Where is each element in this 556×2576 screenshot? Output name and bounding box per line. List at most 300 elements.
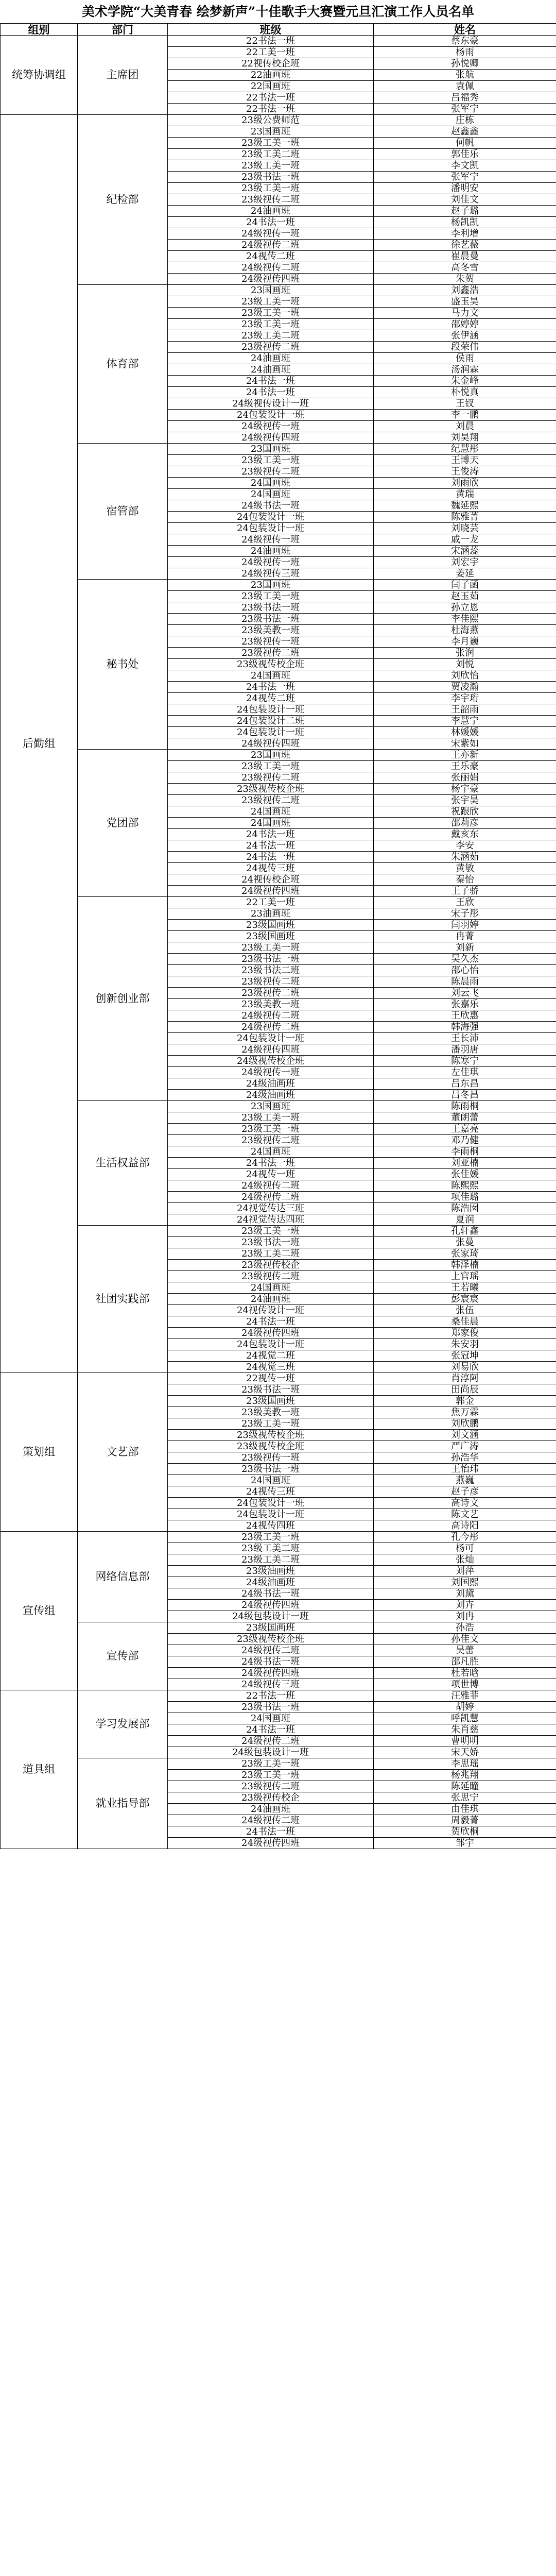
class-cell: 24级视传二班 (168, 262, 374, 274)
member-name-cell: 胡婷 (374, 1702, 556, 1713)
class-cell: 24包装设计一班 (168, 1033, 374, 1044)
member-name-cell: 黄敏 (374, 863, 556, 874)
class-cell: 24级视传四班 (168, 738, 374, 750)
header-class: 班级 (168, 24, 374, 36)
member-name-cell: 李慧宁 (374, 716, 556, 727)
group-cell: 后勤组 (1, 115, 78, 1373)
member-name-cell: 闫羽婷 (374, 920, 556, 931)
table-row (1, 1622, 556, 1634)
class-cell: 23级美教一班 (168, 999, 374, 1010)
class-cell: 23级视传二班 (168, 342, 374, 353)
class-cell: 24包装设计二班 (168, 716, 374, 727)
member-name-cell: 李雨桐 (374, 1146, 556, 1158)
class-cell: 23级工美一班 (168, 942, 374, 954)
member-name-cell: 王钗 (374, 398, 556, 410)
member-name-cell: 杜海燕 (374, 625, 556, 636)
class-cell: 23级书法一班 (168, 1237, 374, 1248)
class-cell: 24视传一班 (168, 1169, 374, 1180)
class-cell: 23级视传校企班 (168, 784, 374, 795)
table-row (1, 36, 556, 47)
roster-body (1, 36, 556, 1849)
class-cell: 24级视传四班 (168, 1838, 374, 1849)
member-name-cell: 段荣伟 (374, 342, 556, 353)
class-cell: 24国画班 (168, 1713, 374, 1724)
class-cell: 22书法一班 (168, 1690, 374, 1702)
class-cell: 23级视传校企班 (168, 1441, 374, 1452)
class-cell: 23级美教一班 (168, 625, 374, 636)
member-name-cell: 纪慧彤 (374, 444, 556, 455)
department-cell: 网络信息部 (78, 1532, 168, 1622)
member-name-cell: 闫子函 (374, 580, 556, 591)
member-name-cell: 刘黛 (374, 1588, 556, 1600)
member-name-cell: 韩泽楠 (374, 1260, 556, 1271)
class-cell: 23级工美一班 (168, 296, 374, 308)
member-name-cell: 王韶雨 (374, 704, 556, 716)
class-cell: 23油画班 (168, 908, 374, 920)
table-row (1, 580, 556, 591)
class-cell: 24级视传校企班 (168, 1056, 374, 1067)
class-cell: 23级工美二班 (168, 149, 374, 160)
class-cell: 24国画班 (168, 806, 374, 818)
member-name-cell: 张军宁 (374, 172, 556, 183)
class-cell: 24书法一班 (168, 387, 374, 398)
class-cell: 24书法一班 (168, 1158, 374, 1169)
class-cell: 24级油画班 (168, 1090, 374, 1101)
class-cell: 24包装设计一班 (168, 1498, 374, 1509)
member-name-cell: 李利增 (374, 228, 556, 240)
member-name-cell: 王欣惠 (374, 1010, 556, 1022)
table-row (1, 1101, 556, 1112)
member-name-cell: 赵鑫鑫 (374, 126, 556, 138)
group-cell: 策划组 (1, 1373, 78, 1532)
class-cell: 24视觉三班 (168, 1362, 374, 1373)
class-cell: 23国画班 (168, 126, 374, 138)
member-name-cell: 宋紫如 (374, 738, 556, 750)
member-name-cell: 侯雨 (374, 353, 556, 364)
class-cell: 24视觉传达四班 (168, 1214, 374, 1226)
class-cell: 22工美一班 (168, 897, 374, 908)
member-name-cell: 吕福秀 (374, 92, 556, 104)
class-cell: 22书法一班 (168, 92, 374, 104)
class-cell: 23级视传二班 (168, 1781, 374, 1792)
member-name-cell: 曹明明 (374, 1736, 556, 1747)
member-name-cell: 张佳媛 (374, 1169, 556, 1180)
member-name-cell: 陈晨雨 (374, 976, 556, 988)
class-cell: 23国画班 (168, 444, 374, 455)
member-name-cell: 冉菁 (374, 931, 556, 942)
member-name-cell: 戴亥东 (374, 829, 556, 840)
class-cell: 23级工美一班 (168, 1758, 374, 1770)
department-cell: 就业指导部 (78, 1758, 168, 1849)
class-cell: 23级书法一班 (168, 1384, 374, 1396)
class-cell: 22书法一班 (168, 36, 374, 47)
class-cell: 22视传一班 (168, 1373, 374, 1384)
class-cell: 23级书法一班 (168, 954, 374, 965)
member-name-cell: 刘易欣 (374, 1362, 556, 1373)
member-name-cell: 张航 (374, 70, 556, 81)
member-name-cell: 孙浩华 (374, 1452, 556, 1464)
member-name-cell: 王乐豪 (374, 761, 556, 772)
member-name-cell: 焦万霖 (374, 1407, 556, 1418)
class-cell: 23级公费师范 (168, 115, 374, 126)
member-name-cell: 陈寒宁 (374, 1056, 556, 1067)
class-cell: 23级工美一班 (168, 308, 374, 319)
department-cell: 社团实践部 (78, 1226, 168, 1373)
class-cell: 23级工美一班 (168, 1418, 374, 1430)
member-name-cell: 陈文艺 (374, 1509, 556, 1520)
member-name-cell: 刘雨欣 (374, 478, 556, 489)
class-cell: 23国画班 (168, 285, 374, 296)
member-name-cell: 刘云飞 (374, 988, 556, 999)
member-name-cell: 何帆 (374, 138, 556, 149)
class-cell: 24级视传二班 (168, 1736, 374, 1747)
class-cell: 23级国画班 (168, 931, 374, 942)
class-cell: 23级工美一班 (168, 1770, 374, 1781)
member-name-cell: 刘亚楠 (374, 1158, 556, 1169)
class-cell: 24视传四班 (168, 1520, 374, 1532)
member-name-cell: 张军宁 (374, 104, 556, 115)
member-name-cell: 孔轩鑫 (374, 1226, 556, 1237)
class-cell: 23级书法一班 (168, 614, 374, 625)
header-row (1, 24, 556, 36)
table-row (1, 1373, 556, 1384)
class-cell: 23级油画班 (168, 1566, 374, 1577)
member-name-cell: 陈雅菁 (374, 512, 556, 523)
class-cell: 24级书法一班 (168, 1656, 374, 1668)
department-cell: 纪检部 (78, 115, 168, 285)
class-cell: 23级工美二班 (168, 1543, 374, 1554)
class-cell: 23级书法一班 (168, 172, 374, 183)
member-name-cell: 桑佳晨 (374, 1316, 556, 1328)
member-name-cell: 马力文 (374, 308, 556, 319)
class-cell: 24包装设计一班 (168, 727, 374, 738)
class-cell: 23级工美一班 (168, 591, 374, 602)
class-cell: 24级视传四班 (168, 886, 374, 897)
class-cell: 24油画班 (168, 353, 374, 364)
class-cell: 24油画班 (168, 206, 374, 217)
member-name-cell: 邵心怡 (374, 965, 556, 976)
class-cell: 24国画班 (168, 818, 374, 829)
member-name-cell: 刘新 (374, 942, 556, 954)
member-name-cell: 刘晓芸 (374, 523, 556, 534)
class-cell: 23级视传二班 (168, 1271, 374, 1282)
class-cell: 23级国画班 (168, 920, 374, 931)
class-cell: 23级视传二班 (168, 1135, 374, 1146)
member-name-cell: 刘欣怡 (374, 670, 556, 682)
class-cell: 23级工美二班 (168, 1554, 374, 1566)
member-name-cell: 夏润 (374, 1214, 556, 1226)
member-name-cell: 刘冉 (374, 1611, 556, 1622)
class-cell: 23国画班 (168, 1101, 374, 1112)
member-name-cell: 高诗阳 (374, 1520, 556, 1532)
member-name-cell: 陈雨桐 (374, 1101, 556, 1112)
member-name-cell: 由佳琪 (374, 1804, 556, 1815)
class-cell: 23国画班 (168, 750, 374, 761)
department-cell: 主席团 (78, 36, 168, 115)
class-cell: 23级工美一班 (168, 160, 374, 172)
member-name-cell: 王欣 (374, 897, 556, 908)
member-name-cell: 张润 (374, 648, 556, 659)
table-row (1, 285, 556, 296)
member-name-cell: 王嘉亮 (374, 1124, 556, 1135)
member-name-cell: 杨雨 (374, 47, 556, 58)
class-cell: 24级视传二班 (168, 1645, 374, 1656)
class-cell: 23级工美二班 (168, 330, 374, 342)
class-cell: 23级工美一班 (168, 138, 374, 149)
member-name-cell: 陈浩囡 (374, 1203, 556, 1214)
class-cell: 24级视传一班 (168, 557, 374, 568)
member-name-cell: 刘萍 (374, 1566, 556, 1577)
class-cell: 24级油画班 (168, 1078, 374, 1090)
class-cell: 24国画班 (168, 1475, 374, 1486)
member-name-cell: 肖淳阿 (374, 1373, 556, 1384)
member-name-cell: 刘国熙 (374, 1577, 556, 1588)
member-name-cell: 赵玉茹 (374, 591, 556, 602)
member-name-cell: 赵子彦 (374, 1486, 556, 1498)
class-cell: 24级视传四班 (168, 274, 374, 285)
class-cell: 24级视传一班 (168, 421, 374, 432)
class-cell: 24视传校企班 (168, 874, 374, 886)
class-cell: 24级包装设计一班 (168, 1747, 374, 1758)
class-cell: 24级视传一班 (168, 1067, 374, 1078)
class-cell: 24级视传二班 (168, 1022, 374, 1033)
class-cell: 22书法一班 (168, 104, 374, 115)
member-name-cell: 高诗文 (374, 1498, 556, 1509)
member-name-cell: 蔡东豪 (374, 36, 556, 47)
member-name-cell: 上官瑶 (374, 1271, 556, 1282)
member-name-cell: 林媛媛 (374, 727, 556, 738)
member-name-cell: 盛玉昊 (374, 296, 556, 308)
member-name-cell: 李思瑶 (374, 1758, 556, 1770)
class-cell: 24包装设计一班 (168, 1339, 374, 1350)
department-cell: 体育部 (78, 285, 168, 444)
class-cell: 23级视传二班 (168, 648, 374, 659)
member-name-cell: 朱贺 (374, 274, 556, 285)
class-cell: 23级视传二班 (168, 466, 374, 478)
class-cell: 24油画班 (168, 364, 374, 376)
member-name-cell: 孙浩 (374, 1622, 556, 1634)
member-name-cell: 刘文涵 (374, 1430, 556, 1441)
class-cell: 24国画班 (168, 489, 374, 500)
class-cell: 24书法一班 (168, 682, 374, 693)
class-cell: 24视传设计一班 (168, 1305, 374, 1316)
member-name-cell: 项世博 (374, 1679, 556, 1690)
class-cell: 24油画班 (168, 1804, 374, 1815)
department-cell: 宿管部 (78, 444, 168, 580)
group-cell: 宣传组 (1, 1532, 78, 1690)
class-cell: 23级视传二班 (168, 795, 374, 806)
class-cell: 24视传二班 (168, 693, 374, 704)
department-cell: 秘书处 (78, 580, 168, 750)
class-cell: 24国画班 (168, 670, 374, 682)
member-name-cell: 张曼 (374, 1237, 556, 1248)
member-name-cell: 秦怡 (374, 874, 556, 886)
member-name-cell: 祝跟欣 (374, 806, 556, 818)
class-cell: 23级视传一班 (168, 636, 374, 648)
member-name-cell: 张灿 (374, 1554, 556, 1566)
table-row (1, 1226, 556, 1237)
class-cell: 24视传三班 (168, 1486, 374, 1498)
class-cell: 23级书法一班 (168, 1702, 374, 1713)
class-cell: 23级工美一班 (168, 1532, 374, 1543)
class-cell: 24级视传二班 (168, 1180, 374, 1192)
class-cell: 24视觉传达三班 (168, 1203, 374, 1214)
member-name-cell: 潘明安 (374, 183, 556, 194)
class-cell: 23级工美一班 (168, 1124, 374, 1135)
member-name-cell: 宋子彤 (374, 908, 556, 920)
member-name-cell: 郭佳乐 (374, 149, 556, 160)
member-name-cell: 陈延瞳 (374, 1781, 556, 1792)
member-name-cell: 项佳璐 (374, 1192, 556, 1203)
department-cell: 学习发展部 (78, 1690, 168, 1758)
member-name-cell: 张家琦 (374, 1248, 556, 1260)
member-name-cell: 张嘉乐 (374, 999, 556, 1010)
member-name-cell: 汤润霖 (374, 364, 556, 376)
member-name-cell: 潘羽唐 (374, 1044, 556, 1056)
member-name-cell: 陈熙熙 (374, 1180, 556, 1192)
class-cell: 23级书法一班 (168, 602, 374, 614)
class-cell: 24油画班 (168, 1294, 374, 1305)
class-cell: 24级视传四班 (168, 1044, 374, 1056)
member-name-cell: 王子骄 (374, 886, 556, 897)
class-cell: 24国画班 (168, 1282, 374, 1294)
member-name-cell: 王亦新 (374, 750, 556, 761)
class-cell: 24级视传三班 (168, 568, 374, 580)
class-cell: 24书法一班 (168, 1316, 374, 1328)
department-cell: 文艺部 (78, 1373, 168, 1532)
member-name-cell: 邵莉彦 (374, 818, 556, 829)
member-name-cell: 田尚辰 (374, 1384, 556, 1396)
member-name-cell: 燕巍 (374, 1475, 556, 1486)
class-cell: 22工美一班 (168, 47, 374, 58)
class-cell: 23级视传二班 (168, 976, 374, 988)
member-name-cell: 徐艺薇 (374, 240, 556, 251)
member-name-cell: 刘晨 (374, 421, 556, 432)
class-cell: 24级书法一班 (168, 1588, 374, 1600)
member-name-cell: 周毅菁 (374, 1815, 556, 1826)
member-name-cell: 吴久杰 (374, 954, 556, 965)
member-name-cell: 孙立恩 (374, 602, 556, 614)
class-cell: 23级视传二班 (168, 772, 374, 784)
table-row (1, 1532, 556, 1543)
member-name-cell: 刘悦 (374, 659, 556, 670)
member-name-cell: 刘佳文 (374, 194, 556, 206)
member-name-cell: 李安 (374, 840, 556, 852)
class-cell: 23级视传校企班 (168, 659, 374, 670)
member-name-cell: 杨宇豪 (374, 784, 556, 795)
member-name-cell: 郑家俊 (374, 1328, 556, 1339)
member-name-cell: 黄瑞 (374, 489, 556, 500)
class-cell: 24级视传四班 (168, 432, 374, 444)
class-cell: 24级视传二班 (168, 1010, 374, 1022)
member-name-cell: 杨兆翔 (374, 1770, 556, 1781)
header-department: 部门 (78, 24, 168, 36)
class-cell: 23级视传校企 (168, 1260, 374, 1271)
member-name-cell: 崔晨曼 (374, 251, 556, 262)
member-name-cell: 李佳熙 (374, 614, 556, 625)
class-cell: 24视觉二班 (168, 1350, 374, 1362)
class-cell: 24包装设计一班 (168, 512, 374, 523)
class-cell: 23级国画班 (168, 1396, 374, 1407)
member-name-cell: 袁佩 (374, 81, 556, 92)
table-row (1, 115, 556, 126)
class-cell: 23级工美二班 (168, 1248, 374, 1260)
member-name-cell: 孔今彤 (374, 1532, 556, 1543)
class-cell: 22国画班 (168, 81, 374, 92)
member-name-cell: 王长沛 (374, 1033, 556, 1044)
department-cell: 创新创业部 (78, 897, 168, 1101)
group-cell: 统筹协调组 (1, 36, 78, 115)
department-cell: 宣传部 (78, 1622, 168, 1690)
member-name-cell: 张丽娟 (374, 772, 556, 784)
member-name-cell: 朱肖慈 (374, 1724, 556, 1736)
class-cell: 23级视传一班 (168, 1452, 374, 1464)
member-name-cell: 吕东昌 (374, 1078, 556, 1090)
class-cell: 24级视传四班 (168, 1328, 374, 1339)
member-name-cell: 刘欣鹏 (374, 1418, 556, 1430)
class-cell: 24级视传一班 (168, 228, 374, 240)
class-cell: 24国画班 (168, 1146, 374, 1158)
table-row (1, 1690, 556, 1702)
member-name-cell: 姜延 (374, 568, 556, 580)
table-row (1, 750, 556, 761)
member-name-cell: 张宇昊 (374, 795, 556, 806)
member-name-cell: 刘昊翔 (374, 432, 556, 444)
class-cell: 24国画班 (168, 478, 374, 489)
member-name-cell: 杨可 (374, 1543, 556, 1554)
member-name-cell: 戚一龙 (374, 534, 556, 546)
class-cell: 24书法一班 (168, 829, 374, 840)
member-name-cell: 邵凡胜 (374, 1656, 556, 1668)
class-cell: 24级视传二班 (168, 240, 374, 251)
member-name-cell: 朱安羽 (374, 1339, 556, 1350)
department-cell: 党团部 (78, 750, 168, 897)
class-cell: 24书法一班 (168, 376, 374, 387)
member-name-cell: 贾凌瀚 (374, 682, 556, 693)
class-cell: 23级国画班 (168, 1622, 374, 1634)
member-name-cell: 杨凯凯 (374, 217, 556, 228)
class-cell: 24级视传设计一班 (168, 398, 374, 410)
member-name-cell: 朱金峰 (374, 376, 556, 387)
department-cell: 生活权益部 (78, 1101, 168, 1226)
member-name-cell: 王俊涛 (374, 466, 556, 478)
table-row (1, 1758, 556, 1770)
member-name-cell: 李月巍 (374, 636, 556, 648)
member-name-cell: 刘宏宇 (374, 557, 556, 568)
class-cell: 23级视传二班 (168, 988, 374, 999)
class-cell: 24书法一班 (168, 1826, 374, 1838)
member-name-cell: 邵婷婷 (374, 319, 556, 330)
member-name-cell: 王博天 (374, 455, 556, 466)
member-name-cell: 韩海强 (374, 1022, 556, 1033)
class-cell: 24书法一班 (168, 840, 374, 852)
document-title: 美术学院“大美青春 绘梦新声”十佳歌手大赛暨元旦汇演工作人员名单 (81, 4, 475, 19)
class-cell: 23级工美一班 (168, 319, 374, 330)
member-name-cell: 张伊涵 (374, 330, 556, 342)
class-cell: 24视传三班 (168, 863, 374, 874)
member-name-cell: 李宇珩 (374, 693, 556, 704)
member-name-cell: 张伍 (374, 1305, 556, 1316)
member-name-cell: 董朗蕾 (374, 1112, 556, 1124)
class-cell: 24包装设计一班 (168, 704, 374, 716)
member-name-cell: 赵子璐 (374, 206, 556, 217)
member-name-cell: 张思宁 (374, 1792, 556, 1804)
class-cell: 24级视传二班 (168, 1815, 374, 1826)
table-row (1, 897, 556, 908)
class-cell: 23级工美一班 (168, 761, 374, 772)
class-cell: 23级视传校企班 (168, 1430, 374, 1441)
header-group: 组别 (1, 24, 78, 36)
